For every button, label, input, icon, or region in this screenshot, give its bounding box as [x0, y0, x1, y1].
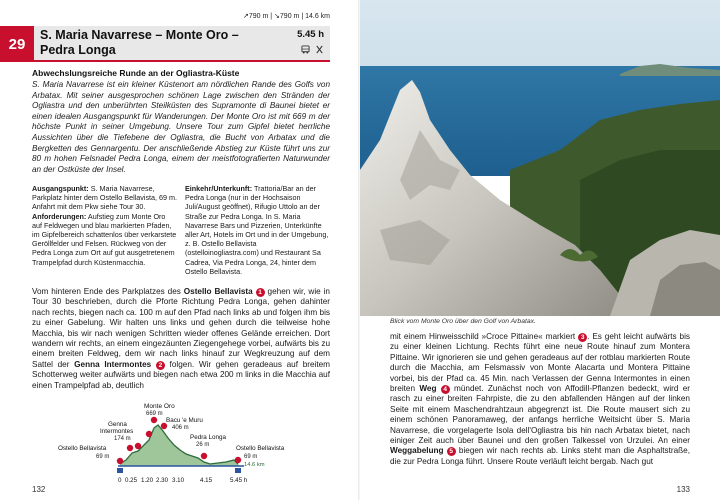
intro-section: [32, 68, 330, 175]
label-distance: 14.6 km: [244, 462, 265, 468]
time-tick: 5.45 h: [230, 477, 248, 484]
time-tick: 0: [118, 477, 122, 484]
label-pedra: Pedra Longa: [190, 434, 227, 441]
waypoint-badge: 2: [156, 361, 165, 370]
page-number-left: 132: [32, 485, 46, 494]
waypoint-marker: [201, 453, 207, 459]
landscape-photo: [360, 0, 720, 316]
time-tick: 4.15: [200, 477, 213, 484]
label-genna: Genna: [108, 421, 127, 428]
tour-number: 29: [0, 26, 34, 62]
intro-heading: Abwechslungsreiche Runde an der Ogliastra-Küste: [32, 68, 240, 78]
waypoint-marker: [127, 445, 133, 451]
route-text: folgen. Wir gehen geradeaus auf breitem Schotterweg weiter aufwärts und biegen nach etwa 200 m links in die Macchia auf einen Trampelpfad ab, deutlich: [32, 359, 330, 390]
intro-text: S. Maria Navarrese ist ein kleiner Küstenort am nördlichen Rande des Golfs von Arbatax. Mit seiner ausgesprochen schönen Lage zwischen den Stränden der Ogliastra und den unberührten Steilküsten des Supramonte di Baunei bietet er einen idealen Ausgangspunkt für Wanderungen. Der Monte Oro ist mit 669 m der höchste Punkt in seiner Umgebung. Unsere Tour zum Gipfel bietet herrliche Aussichten über die Tiefebene der Ogliastra, die Bucht von Arbatax und die Bergketten des Gennargentu. Der anschließende Abstieg zur Küste führt uns zur 80 m hohen Felsnadel Pedra Longa, einem der meistfotografierten Naturwunder an der Ostküste der Insel.: [32, 80, 330, 174]
time-tick: 1.20: [141, 477, 154, 484]
page-number-right: 133: [676, 485, 690, 494]
tour-stats: ↗790 m | ↘790 m | 14.6 km: [243, 13, 330, 20]
label-ostello-right: Ostello Bellavista: [236, 445, 285, 452]
route-text: . Es geht leicht aufwärts bis zu einer kleinen Lichtung. Rechts führt eine neue Route hinauf zum Montera Pittaine. Wir ignorieren sie und gehen geradeaus auf der rotblau markierten Route durch die Macchia, am Felsmassiv von Monte Alacarta und Montera Pittaine vorbei, bis der Pfad ca. 45 Min. nach Verlassen der Genna Intermontes in einen breiten: [390, 332, 690, 394]
tour-icons: [301, 45, 324, 56]
stay-label: Einkehr/Unterkunft:: [185, 184, 253, 193]
photo-caption: Blick vom Monte Oro über den Golf von Arbatax.: [390, 318, 536, 325]
waypoint-marker: [117, 458, 123, 464]
stay-text: Trattoria/Bar an der Pedra Longa (nur in der Hochsaison Juli/August geöffnet), Rifugio Uttolo an der Straße zur Pedra Longa. In S. Maria Navarrese Bars und Pizzerien, Unterkünfte aller Art, Hotels im Ort und in der Umgebung, z. B. Ostello Bellavista (ostelloinogliastra.com) und Restaurant Sa Cadrea, Via Pedra Longa, 24, hinter dem Ostello Bellavista.: [185, 184, 329, 276]
place-ostello: Ostello Bellavista: [183, 287, 253, 296]
label-ostello-right-h: 69 m: [244, 454, 258, 460]
label-genna-2: Intermontes: [100, 428, 134, 435]
label-ostello-left-h: 69 m: [96, 454, 110, 460]
label-bacu: Bacu 'e Muru: [166, 417, 203, 424]
elevation-profile: [0, 398, 360, 488]
route-text: gehen wir, wie in Tour 30 beschrieben, durch die Pforte Richtung Pedra Longa, gehen dahinter nach rechts, biegen nach ca. 100 m auf den Pfad nach links ab und folgen ihm bis zu einer Gabelung. Wir halten uns links und gehen durch die teilweise hohe Macchia, bis wir nach wenigen Schritten wieder offenes Gelände erreichen. Dort wandern wir rechts, an einem eingezäunten Ziegengehege vorbei, aufwärts bis zu einem breiten Feldweg, dem wir nach links hinauf zur Wegkreuzung auf dem Sattel der: [32, 287, 330, 369]
route-text: Vom hinteren Ende des Parkplatzes des: [32, 287, 184, 296]
label-monte-oro-h: 669 m: [146, 411, 163, 417]
bus-icon: [301, 45, 310, 54]
tour-duration: 5.45 h: [297, 29, 324, 40]
label-monte-oro: Monte Oro: [144, 403, 175, 410]
tour-header: [0, 26, 338, 62]
route-text: mit einem Hinweisschild »Croce Pittaine« markiert: [390, 332, 579, 341]
right-page: [360, 0, 720, 500]
bus-stop-marker: [117, 468, 123, 473]
label-genna-h: 174 m: [114, 436, 131, 442]
label-pedra-h: 26 m: [196, 442, 210, 448]
waypoint-badge: 5: [447, 447, 456, 456]
route-text: biegen wir nach rechts ab. Links steht man die Asphaltstraße, die zur Pedra Longa führt. Unsere Route verläuft leicht bergab. Nach gut: [390, 446, 690, 466]
info-column-right: [185, 184, 332, 276]
route-text: mündet. Zunächst noch von Affodill-Pflanzen bedeckt, wird er rasch zu einer breiten Fahrpiste, die zu den abfallenden Hängen auf der linken Seite mit einem Maschendrahtzaun abgegrenzt ist. Die Route mausert sich zu einem schönen Panoramaweg, der anfangs herrliche Weitsicht über S. Maria Navarrese, die vorgelagerte Isola dell'Ogliastra bis hin nach Arbatax bietet, nach einiger Zeit auch über Baunei und den großen Talkessel von Urzulei. An einer: [390, 384, 690, 446]
tour-title: S. Maria Navarrese – Monte Oro – Pedra Longa: [40, 28, 239, 57]
requirements-label: Anforderungen:: [32, 211, 87, 221]
time-tick: 2.30: [156, 477, 169, 484]
bus-stop-marker: [235, 468, 241, 473]
sky: [360, 0, 720, 70]
info-column-left: [32, 184, 177, 267]
requirements-text: Aufstieg zum Monte Oro auf Feldwegen und blau markierten Pfaden, im Gipfelbereich schattenlos über verkarstete Geröllfelder und Felsen. Rückweg von der Pedra Longa zum Ort auf gut ausgetretenem Trampelpfad durch Küstenmacchia.: [32, 211, 177, 267]
waypoint-badge: 3: [578, 333, 587, 342]
place-genna: Genna Intermontes: [74, 359, 152, 369]
place-weggabelung: Weggabelung: [390, 446, 444, 456]
waypoint-marker: [146, 431, 152, 437]
waypoint-badge: 1: [256, 288, 265, 297]
start-label: Ausgangspunkt:: [32, 184, 89, 193]
waypoint-marker: [235, 457, 241, 463]
place-weg: Weg: [419, 384, 437, 394]
ascent-stat: ↗790 m: [243, 13, 269, 20]
distance-stat: 14.6 km: [305, 13, 330, 20]
route-text-left: [32, 287, 330, 391]
label-ostello-left: Ostello Bellavista: [58, 445, 107, 452]
label-bacu-h: 406 m: [172, 425, 189, 431]
waypoint-marker: [135, 443, 141, 449]
waypoint-badge: 4: [441, 385, 450, 394]
route-text-right: [390, 332, 690, 467]
time-tick: 3.10: [172, 477, 185, 484]
time-tick: 0.25: [125, 477, 138, 484]
restaurant-icon: [315, 45, 324, 54]
waypoint-marker: [151, 417, 157, 423]
tour-title-box: [34, 26, 330, 62]
descent-stat: ↘790 m: [274, 13, 300, 20]
start-text: S. Maria Navarrese, Parkplatz hinter dem Ostello Bellavista, 69 m. Anfahrt mit dem Pkw siehe Tour 30.: [32, 184, 178, 212]
